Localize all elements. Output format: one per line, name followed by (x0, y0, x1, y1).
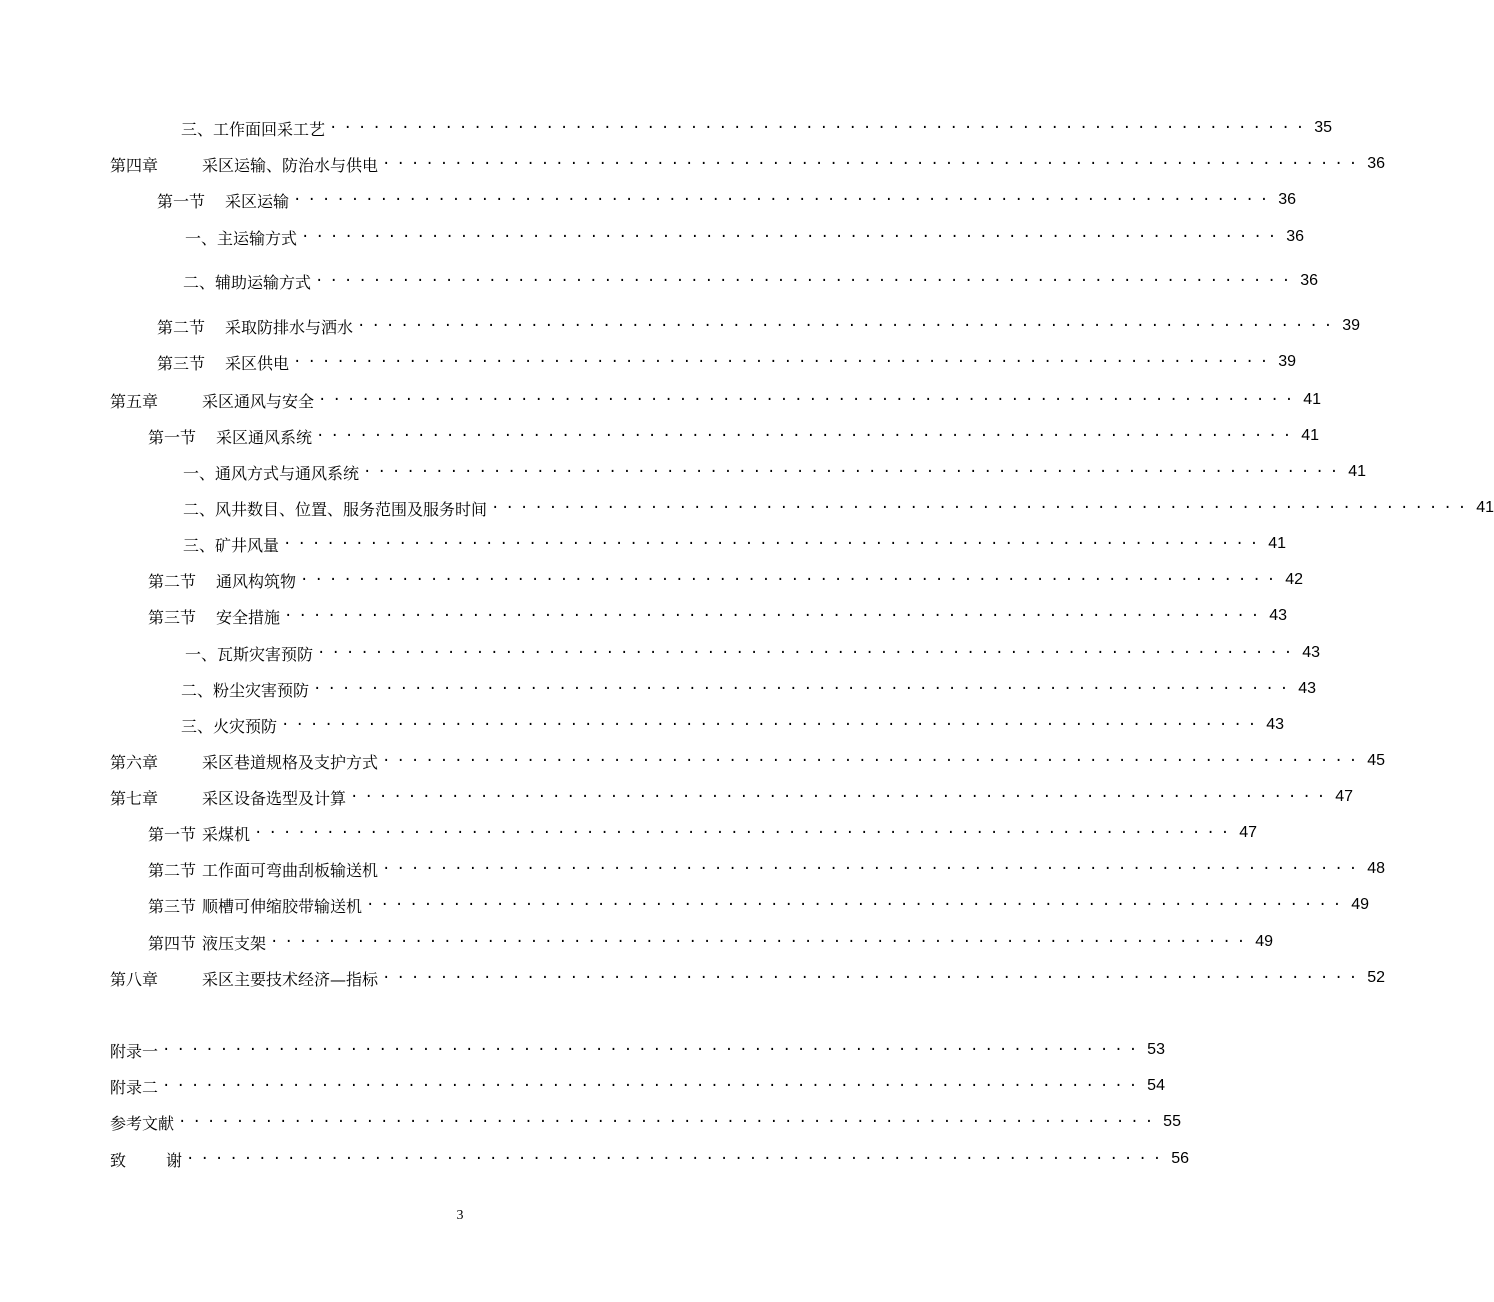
toc-title: 谢 (166, 1150, 183, 1170)
toc-page-number: 41 (1301, 427, 1319, 444)
toc-page-number: 43 (1266, 716, 1284, 733)
toc-entry[interactable] (183, 496, 1494, 520)
toc-page-number: 49 (1255, 933, 1273, 950)
leader-dots: ···································································· (162, 1042, 1144, 1058)
toc-number: 第六章 (110, 752, 159, 772)
toc-number: 三、 (181, 716, 214, 736)
toc-entry[interactable] (148, 930, 1273, 954)
toc-title: 采取防排水与洒水 (225, 317, 354, 337)
leader-dots: ···································································· (301, 229, 1283, 245)
toc-entry[interactable] (157, 350, 1296, 374)
leader-dots: ···································································· (283, 536, 1265, 552)
toc-page-number: 36 (1278, 191, 1296, 208)
toc-number: 第三节 (148, 607, 197, 627)
toc-number: 二、 (183, 272, 216, 292)
toc-number: 第二节 (148, 571, 197, 591)
toc-title: 工作面回采工艺 (213, 119, 326, 139)
leader-dots: ···································································· (382, 156, 1364, 172)
leader-dots: ···································································· (329, 120, 1311, 136)
toc-page-number: 43 (1269, 607, 1287, 624)
toc-page-number: 43 (1298, 680, 1316, 697)
toc-page-number: 56 (1171, 1150, 1189, 1167)
toc-number: 第四章 (110, 155, 159, 175)
leader-dots: ···································································· (350, 789, 1332, 805)
leader-dots: ···································································· (178, 1114, 1160, 1130)
leader-dots: ···································································· (254, 825, 1236, 841)
leader-dots: ···································································· (293, 354, 1275, 370)
toc-number: 第二节 (157, 317, 206, 337)
toc-page-number: 41 (1476, 499, 1494, 516)
toc-entry[interactable] (185, 641, 1320, 665)
toc-entry[interactable] (110, 1147, 1189, 1171)
toc-page-number: 55 (1163, 1113, 1181, 1130)
toc-title: 顺槽可伸缩胶带输送机 (202, 896, 363, 916)
toc-title: 采煤机 (202, 824, 251, 844)
toc-entry[interactable] (110, 749, 1385, 773)
page-number: 3 (456, 1208, 464, 1223)
toc-entry[interactable] (148, 893, 1369, 917)
leader-dots: ···································································· (315, 273, 1297, 289)
leader-dots: ···································································· (382, 970, 1364, 986)
toc-entry[interactable] (157, 314, 1360, 338)
toc-page-number: 43 (1302, 644, 1320, 661)
toc-number: 第五章 (110, 391, 159, 411)
toc-title: 粉尘灾害预防 (213, 680, 310, 700)
toc-number: 三、 (183, 535, 216, 555)
toc-entry[interactable] (157, 188, 1296, 212)
toc-entry[interactable] (110, 1038, 1165, 1062)
toc-title: 采区运输、防治水与供电 (202, 155, 379, 175)
toc-title: 采区主要技术经济—指标 (202, 969, 379, 989)
leader-dots: ···································································· (491, 500, 1473, 516)
toc-number: 第七章 (110, 788, 159, 808)
leader-dots: ···································································· (186, 1151, 1168, 1167)
toc-entry[interactable] (181, 677, 1316, 701)
leader-dots: ···································································· (382, 753, 1364, 769)
toc-number: 第一节 (157, 191, 206, 211)
toc-page-number: 36 (1300, 272, 1318, 289)
toc-entry[interactable] (148, 424, 1319, 448)
toc-title: 采区运输 (225, 191, 290, 211)
toc-entry[interactable] (181, 116, 1332, 140)
leader-dots: ···································································· (293, 192, 1275, 208)
toc-number: 第四节 (148, 933, 197, 953)
toc-title: 工作面可弯曲刮板输送机 (202, 860, 379, 880)
toc-page-number: 48 (1367, 860, 1385, 877)
toc-number: 二、 (181, 680, 214, 700)
toc-number: 一、 (185, 228, 218, 248)
toc-page-number: 42 (1285, 571, 1303, 588)
toc-page-number: 41 (1268, 535, 1286, 552)
toc-entry[interactable] (183, 532, 1286, 556)
toc-entry[interactable] (183, 269, 1318, 293)
toc-number: 一、 (185, 644, 218, 664)
toc-number: 第二节 (148, 860, 197, 880)
toc-entry[interactable] (110, 966, 1385, 990)
toc-page-number: 39 (1278, 353, 1296, 370)
toc-title: 液压支架 (202, 933, 267, 953)
toc-entry[interactable] (148, 857, 1385, 881)
toc-number: 第八章 (110, 969, 159, 989)
toc-page-number: 41 (1348, 463, 1366, 480)
toc-page-number: 47 (1239, 824, 1257, 841)
toc-number: 参考文献 (110, 1113, 175, 1133)
leader-dots: ···································································· (300, 572, 1282, 588)
toc-number: 致 (110, 1150, 127, 1170)
toc-number: 第三节 (148, 896, 197, 916)
toc-page-number: 45 (1367, 752, 1385, 769)
toc-number: 附录一 (110, 1041, 159, 1061)
leader-dots: ···································································· (281, 717, 1263, 733)
toc-entry[interactable] (110, 388, 1321, 412)
toc-title: 采区巷道规格及支护方式 (202, 752, 379, 772)
leader-dots: ···································································· (366, 897, 1348, 913)
leader-dots: ···································································· (270, 934, 1252, 950)
toc-page-number: 41 (1303, 391, 1321, 408)
toc-title: 采区供电 (225, 353, 290, 373)
leader-dots: ···································································· (357, 318, 1339, 334)
toc-entry[interactable] (185, 225, 1304, 249)
toc-title: 安全措施 (216, 607, 281, 627)
leader-dots: ···································································· (313, 681, 1295, 697)
leader-dots: ···································································· (318, 392, 1300, 408)
toc-page-number: 49 (1351, 896, 1369, 913)
toc-page-number: 36 (1367, 155, 1385, 172)
toc-title: 通风构筑物 (216, 571, 297, 591)
toc-title: 辅助运输方式 (215, 272, 312, 292)
toc-title: 瓦斯灾害预防 (217, 644, 314, 664)
toc-entry[interactable] (110, 152, 1385, 176)
toc-title: 风井数目、位置、服务范围及服务时间 (215, 499, 488, 519)
toc-page-number: 35 (1314, 119, 1332, 136)
toc-page-number: 54 (1147, 1077, 1165, 1094)
toc-entry[interactable] (181, 713, 1284, 737)
leader-dots: ···································································· (284, 608, 1266, 624)
leader-dots: ···································································· (162, 1078, 1144, 1094)
toc-entry[interactable] (110, 1110, 1181, 1134)
toc-entry[interactable] (110, 1074, 1165, 1098)
toc-entry[interactable] (148, 604, 1287, 628)
toc-number: 三、 (181, 119, 214, 139)
toc-entry[interactable] (148, 568, 1303, 592)
leader-dots: ···································································· (382, 861, 1364, 877)
toc-number: 第一节 (148, 427, 197, 447)
toc-number: 第一节 (148, 824, 197, 844)
toc-title: 矿井风量 (215, 535, 280, 555)
leader-dots: ···································································· (363, 464, 1345, 480)
toc-page-number: 47 (1335, 788, 1353, 805)
toc-page-number: 39 (1342, 317, 1360, 334)
toc-title: 采区通风与安全 (202, 391, 315, 411)
toc-title: 火灾预防 (213, 716, 278, 736)
toc-page-number: 53 (1147, 1041, 1165, 1058)
toc-entry[interactable] (110, 785, 1353, 809)
toc-title: 采区通风系统 (216, 427, 313, 447)
toc-title: 通风方式与通风系统 (215, 463, 360, 483)
toc-title: 主运输方式 (217, 228, 298, 248)
toc-number: 一、 (183, 463, 216, 483)
toc-page-number: 36 (1286, 228, 1304, 245)
toc-page-number: 52 (1367, 969, 1385, 986)
toc-entry[interactable] (183, 460, 1366, 484)
toc-entry[interactable] (148, 821, 1257, 845)
leader-dots: ···································································· (317, 645, 1299, 661)
toc-number: 第三节 (157, 353, 206, 373)
leader-dots: ···································································· (316, 428, 1298, 444)
toc-title: 采区设备选型及计算 (202, 788, 347, 808)
toc-number: 附录二 (110, 1077, 159, 1097)
toc-number: 二、 (183, 499, 216, 519)
